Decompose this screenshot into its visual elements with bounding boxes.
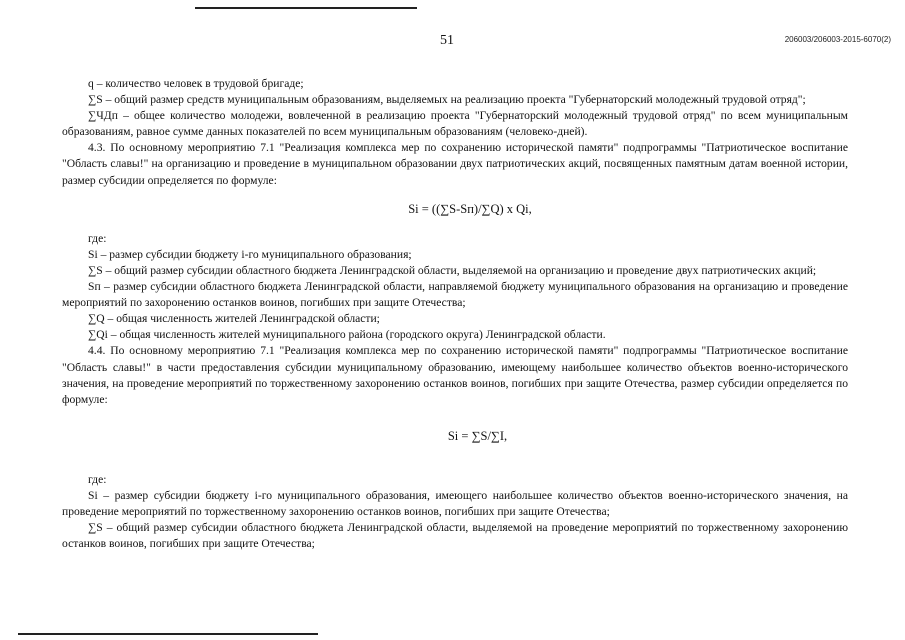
definition-sum-s-3: ∑S – общий размер субсидии областного бюджета Ленинградской области, выделяемой на проведение мероприятий по торжественному захоронению останков воинов, погибших при защите Отечества;	[62, 521, 848, 551]
definition-sum-q: ∑Q – общая численность жителей Ленинградской области;	[88, 312, 380, 326]
definition-si-2: Si – размер субсидии бюджету i-го муниципального образования, имеющего наибольшее количество объектов военно-исторического значения, на проведение мероприятий по торжественному захоронению останков воинов, погибших при защите Отечества;	[62, 488, 848, 519]
bottom-rule	[18, 633, 318, 635]
document-body	[62, 76, 848, 552]
formula-4-3: Si = ((∑S-Sп)/∑Q) x Qi,	[408, 201, 532, 216]
definition-sum-s: ∑S – общий размер средств муниципальным образованиям, выделяемых на реализацию проекта "Губернаторский молодежный трудовой отряд";	[88, 93, 806, 107]
top-rule	[195, 7, 417, 9]
definition-sp: Sп – размер субсидии областного бюджета Ленинградской области, направляемой бюджету муниципального образования на организацию и проведение мероприятий по захоронению останков воинов, погибших при защите Отечества;	[62, 280, 848, 310]
definition-q: q – количество человек в трудовой бригаде;	[88, 77, 304, 90]
document-id: 206003/206003-2015-6070(2)	[784, 35, 891, 44]
definition-sum-s-2: ∑S – общий размер субсидии областного бюджета Ленинградской области, выделяемой на организацию и проведение двух патриотических акций;	[88, 263, 817, 277]
definition-sum-qi: ∑Qi – общая численность жителей муниципального района (городского округа) Ленинградской области.	[88, 328, 606, 342]
formula-4-4: Si = ∑S/∑I,	[447, 428, 508, 443]
definition-sum-chd: ∑ЧДп – общее количество молодежи, вовлеченной в реализацию проекта "Губернаторский молодежный трудовой отряд" по всем муниципальным образованиям, равное сумме данных показателей по всем муниципальным образованиям (человеко-дней).	[62, 109, 848, 139]
where-label-2: где:	[88, 472, 107, 486]
where-label: где:	[88, 231, 107, 245]
clause-4-3: 4.3. По основному мероприятию 7.1 "Реализация комплекса мер по сохранению исторической памяти" подпрограммы "Патриотическое воспитание "Область славы!" на организацию и проведение в муниципальном образовании двух патриотических акций, посвященных памятным датам военной истории, размер субсидии определяется по формуле:	[62, 141, 848, 187]
page-number: 51	[440, 33, 454, 48]
definition-si: Si – размер субсидии бюджету i-го муниципального образования;	[88, 247, 412, 261]
clause-4-4: 4.4. По основному мероприятию 7.1 "Реализация комплекса мер по сохранению исторической памяти" подпрограммы "Патриотическое воспитание "Область славы!" в части предоставления субсидии муниципальному образованию, имеющему наибольшее количество объектов военно-исторического значения, на проведение мероприятий по торжественному захоронению останков воинов, погибших при защите Отечества, размер субсидии определяется по формуле:	[62, 344, 848, 406]
